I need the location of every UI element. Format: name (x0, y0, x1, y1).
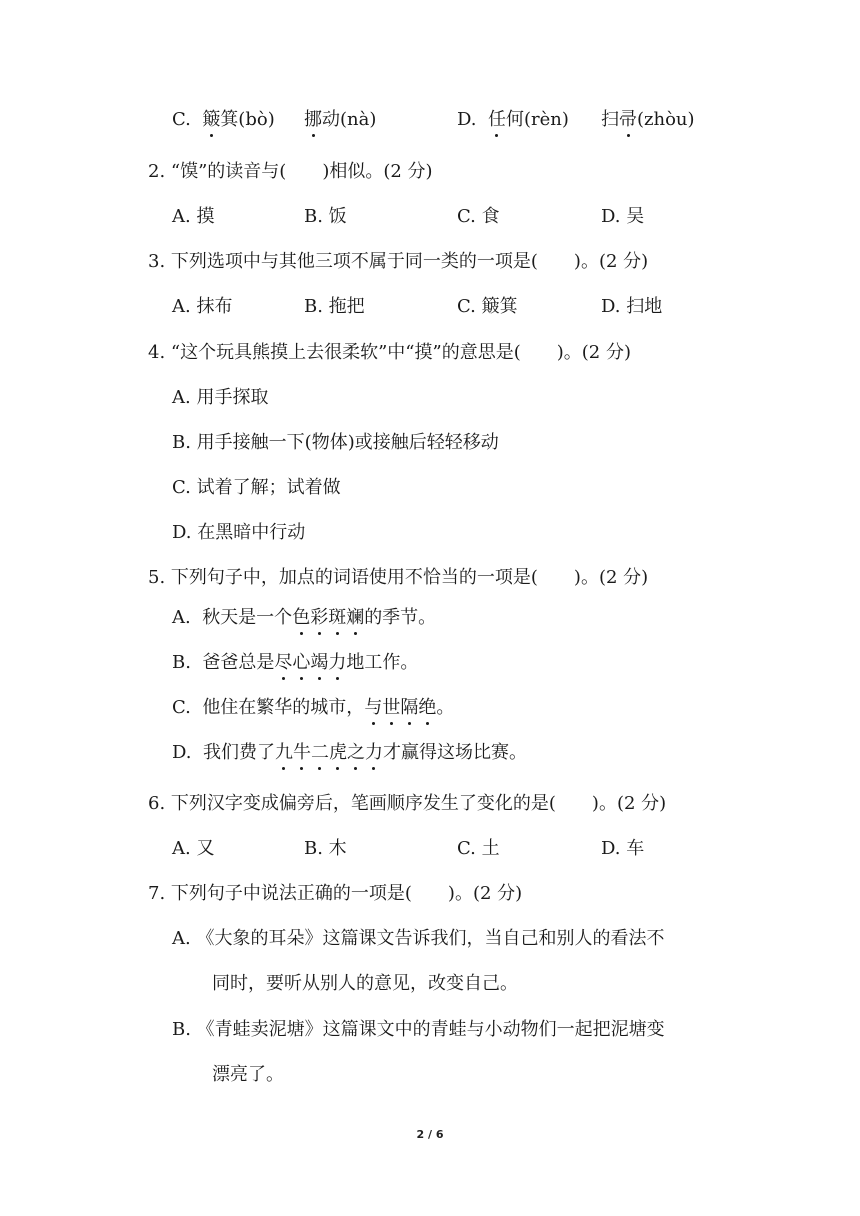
q7-option-b-line2: 漂亮了。 (212, 1064, 284, 1085)
q1-option-d-second: 扫帚(zhòu) (601, 109, 695, 130)
q1-option-c: C. 簸箕(bò) (172, 109, 275, 130)
dotted-char: 彩 (310, 607, 329, 628)
q4-option-a: A. 用手探取 (172, 387, 269, 408)
q1-option-c-second: 挪动(nà) (304, 109, 377, 130)
dotted-word (364, 697, 436, 718)
q3-option-c: C. 簸箕 (457, 296, 518, 317)
dotted-word (275, 742, 383, 763)
q2-stem: 2. “馍”的读音与( )相似。(2 分) (148, 161, 433, 182)
q6-option-d: D. 车 (601, 838, 645, 859)
q7-option-a-line2: 同时，要听从别人的意见，改变自己。 (212, 973, 518, 994)
q6-stem: 6. 下列汉字变成偏旁后，笔画顺序发生了变化的是( )。(2 分) (148, 793, 667, 814)
page-number: 2 / 6 (416, 1128, 444, 1141)
dotted-char: 竭 (310, 652, 329, 673)
q5-option-c: C. 他住在繁华的城市，与世隔绝。 (172, 697, 455, 718)
dotted-char: 色 (292, 607, 311, 628)
q5-stem: 5. 下列句子中，加点的词语使用不恰当的一项是( )。(2 分) (148, 567, 649, 588)
q6-option-b: B. 木 (304, 838, 347, 859)
dotted-char: 九 (274, 742, 293, 763)
q4-option-d: D. 在黑暗中行动 (172, 522, 306, 543)
dotted-char: 二 (310, 742, 329, 763)
q2-option-d: D. 吴 (601, 206, 645, 227)
q3-option-d: D. 扫地 (601, 296, 663, 317)
q6-option-a: A. 又 (172, 838, 215, 859)
dotted-char: 与 (364, 697, 383, 718)
q5-option-d: D. 我们费了九牛二虎之力才赢得这场比赛。 (172, 742, 527, 763)
q3-stem: 3. 下列选项中与其他三项不属于同一类的一项是( )。(2 分) (148, 251, 649, 272)
q3-option-a: A. 抹布 (172, 296, 233, 317)
dotted-char: 牛 (292, 742, 311, 763)
dotted-char: 心 (292, 652, 311, 673)
dotted-char: 绝 (418, 697, 437, 718)
q1-option-d: D. 任何(rèn) (457, 109, 569, 130)
dotted-word (274, 652, 346, 673)
q4-stem: 4. “这个玩具熊摸上去很柔软”中“摸”的意思是( )。(2 分) (148, 342, 631, 363)
dotted-char: 尽 (274, 652, 293, 673)
q7-option-a-line1: A. 《大象的耳朵》这篇课文告诉我们，当自己和别人的看法不 (172, 928, 665, 949)
q7-option-b-line1: B. 《青蛙卖泥塘》这篇课文中的青蛙与小动物们一起把泥塘变 (172, 1019, 665, 1040)
q5-option-b: B. 爸爸总是尽心竭力地工作。 (172, 652, 419, 673)
q5-option-a: A. 秋天是一个色彩斑斓的季节。 (172, 607, 437, 628)
q7-stem: 7. 下列句子中说法正确的一项是( )。(2 分) (148, 883, 523, 904)
q6-option-c: C. 土 (457, 838, 500, 859)
q2-option-a: A. 摸 (172, 206, 215, 227)
dotted-char: 虎 (328, 742, 347, 763)
dotted-char: 世 (382, 697, 401, 718)
dotted-char: 隔 (400, 697, 419, 718)
q4-option-b: B. 用手接触一下(物体)或接触后轻轻移动 (172, 432, 499, 453)
dotted-word (292, 607, 364, 628)
q2-option-c: C. 食 (457, 206, 500, 227)
q2-option-b: B. 饭 (304, 206, 347, 227)
q3-option-b: B. 拖把 (304, 296, 365, 317)
dotted-char: 斑 (328, 607, 347, 628)
dotted-char: 斓 (346, 607, 365, 628)
dotted-char: 力 (364, 742, 383, 763)
dotted-char: 力 (328, 652, 347, 673)
dotted-char: 之 (346, 742, 365, 763)
q4-option-c: C. 试着了解；试着做 (172, 477, 341, 498)
